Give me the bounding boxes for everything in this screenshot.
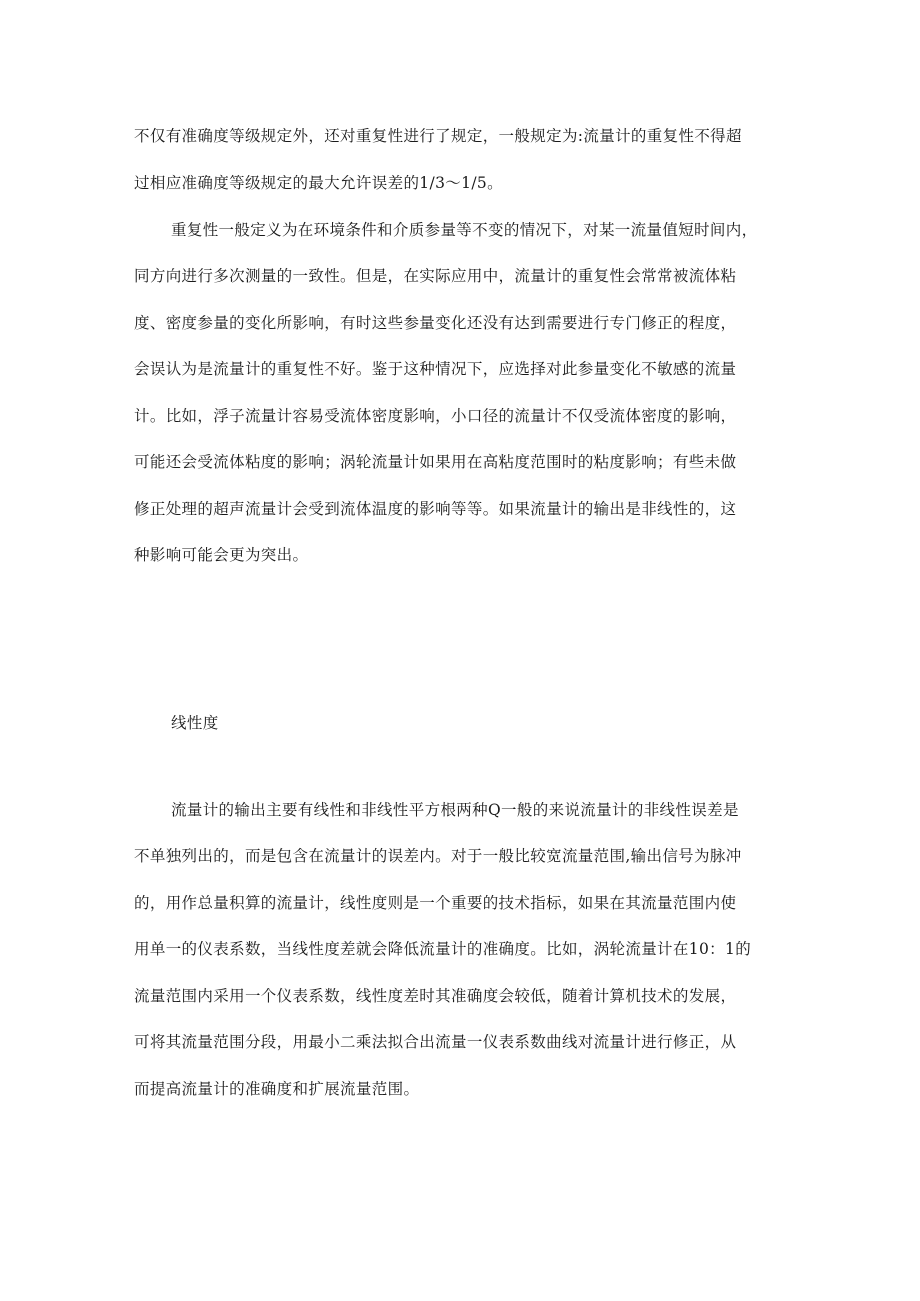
text-line: 不单独列出的，而是包含在流量计的误差内。对于一般比较宽流量范围,输出信号为脉冲 <box>134 847 742 865</box>
text-line: 不仅有准确度等级规定外，还对重复性进行了规定，一般规定为:流量计的重复性不得超 <box>134 127 742 145</box>
section-heading: 线性度 <box>171 714 219 732</box>
text-line: 可将其流量范围分段，用最小二乘法拟合出流量一仪表系数曲线对流量计进行修正，从 <box>134 1033 737 1051</box>
text-line: 的，用作总量积算的流量计，线性度则是一个重要的技术指标，如果在其流量范围内使 <box>134 894 737 912</box>
text-line: 过相应准确度等级规定的最大允许误差的1/3～1/5。 <box>134 174 503 192</box>
text-line: 重复性一般定义为在环境条件和介质参量等不变的情况下，对某一流量值短时间内， <box>171 221 758 239</box>
text-line: 修正处理的超声流量计会受到流体温度的影响等等。如果流量计的输出是非线性的，这 <box>134 500 737 518</box>
text-line: 同方向进行多次测量的一致性。但是，在实际应用中，流量计的重复性会常常被流体粘 <box>134 267 737 285</box>
text-line: 用单一的仪表系数，当线性度差就会降低流量计的准确度。比如，涡轮流量计在10：1的 <box>134 940 752 958</box>
text-line: 可能还会受流体粘度的影响；涡轮流量计如果用在高粘度范围时的粘度影响；有些未做 <box>134 453 737 471</box>
text-line: 流量计的输出主要有线性和非线性平方根两种Q一般的来说流量计的非线性误差是 <box>171 801 739 819</box>
text-line: 会误认为是流量计的重复性不好。鉴于这种情况下，应选择对此参量变化不敏感的流量 <box>134 360 737 378</box>
text-line: 流量范围内采用一个仪表系数，线性度差时其准确度会较低，随着计算机技术的发展， <box>134 987 737 1005</box>
text-line: 度、密度参量的变化所影响，有时这些参量变化还没有达到需要进行专门修正的程度， <box>134 314 737 332</box>
text-line: 种影响可能会更为突出。 <box>134 546 309 564</box>
text-line: 而提高流量计的准确度和扩展流量范围。 <box>134 1080 420 1098</box>
text-line: 计。比如，浮子流量计容易受流体密度影响，小口径的流量计不仅受流体密度的影响， <box>134 407 737 425</box>
